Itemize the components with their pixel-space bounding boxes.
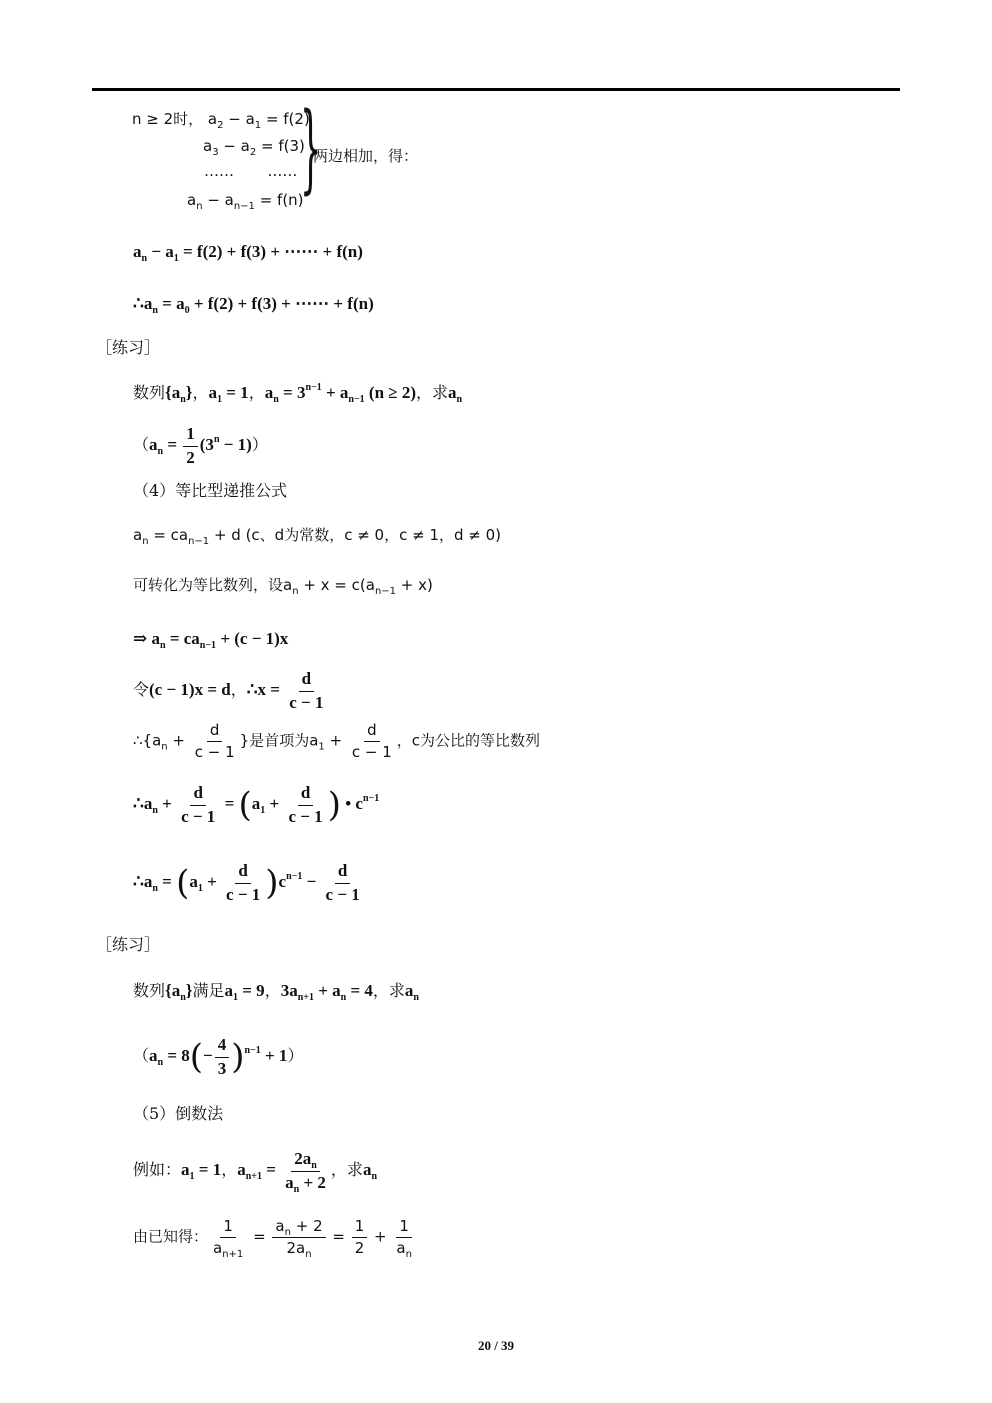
eq-result: $\therefore a_n = a_0 + f(2) + f(3)$ + ⋯⋯ + f(n) (133, 294, 374, 316)
right-brace: } (300, 92, 322, 204)
exercise-heading-2: ［练习］ (96, 935, 161, 954)
section-5-title: （5）倒数法 (133, 1104, 224, 1123)
exercise-2-answer: （$a_n = 8(-$ $\frac{4}{3}$ )$^{n-1}$ + 1） (133, 1035, 304, 1078)
section-4-transform: 可转化为等比数列，设$a_n + x = c(a_{n-1} + x)$ (133, 576, 433, 597)
eq-a3-a2: $a_3 - a_2 = f(3)$ (203, 137, 305, 158)
section-4-an-result: $\therefore a_n = (a_1$ + $\frac{d}{c - 1}$ )$c^{n-1}$ − $\frac{d}{c - 1}$ (133, 861, 360, 904)
section-5-known: 由已知得： $\frac{1}{a_{n+1}}$ = $\frac{a_n + 2}{2a_n}$ = $\frac{1}{2}$ + $\frac{1}{a_n}$ (133, 1217, 412, 1260)
exercise-heading-1: ［练习］ (96, 338, 161, 357)
eq-n-ge-2: n ≥ 2时， $a_2 - a_1 = f(2)$ (132, 110, 310, 131)
sum-both-sides: 两边相加，得： (313, 147, 419, 165)
exercise-2-question: 数列$\{a_n\}$满足$a_1 = 9$，$3a_{n+1} + a_n = 4$，求$a_n$ (133, 981, 419, 1003)
section-5-example: 例如：$a_1 = 1$，$a_{n+1}$ = $\frac{2a_n}{a_n + 2}$ ，求$a_n$ (133, 1149, 377, 1195)
section-4-implies: ⇒ $a_n = ca_{n-1} + (c - 1)x$ (133, 629, 289, 651)
section-4-an-plus: $\therefore a_n$ + $\frac{d}{c - 1}$ = ($a_1$ + $\frac{d}{c - 1}$ ) • $c^{n-1}$ (133, 783, 380, 826)
section-4-let: 令(c − 1)x = d，∴x = $\frac{d}{c - 1}$ (133, 669, 324, 712)
header-rule (92, 88, 900, 91)
section-4-title: （4）等比型递推公式 (133, 481, 288, 500)
eq-dots: …… …… (204, 162, 298, 180)
exercise-1-question: 数列$\{a_n\}$，$a_1 = 1$，$a_n = 3^{n-1} + a_{n-1}$ (n ≥ 2)，求$a_n$ (133, 382, 463, 405)
exercise-1-answer: （$a_n$ = $\frac{1}{2}$ $(3^n - 1)$） (133, 424, 268, 467)
eq-sum: $a_n - a_1 = f(2) + f(3)$ + ⋯⋯ + f(n) (133, 242, 363, 264)
page-number: 20 / 39 (477, 1338, 515, 1353)
section-4-formula: $a_n = ca_{n-1} + d$ (c、d为常数，c ≠ 0，c ≠ 1，d ≠ 0) (133, 526, 502, 547)
eq-an-an1: $a_n - a_{n-1} = f(n)$ (187, 191, 304, 212)
section-4-geometric: $\therefore\{a_n$ + $\frac{d}{c - 1}$ }是首项为$a_1$ + $\frac{d}{c - 1}$ ，c为公比的等比数列 (133, 721, 541, 761)
